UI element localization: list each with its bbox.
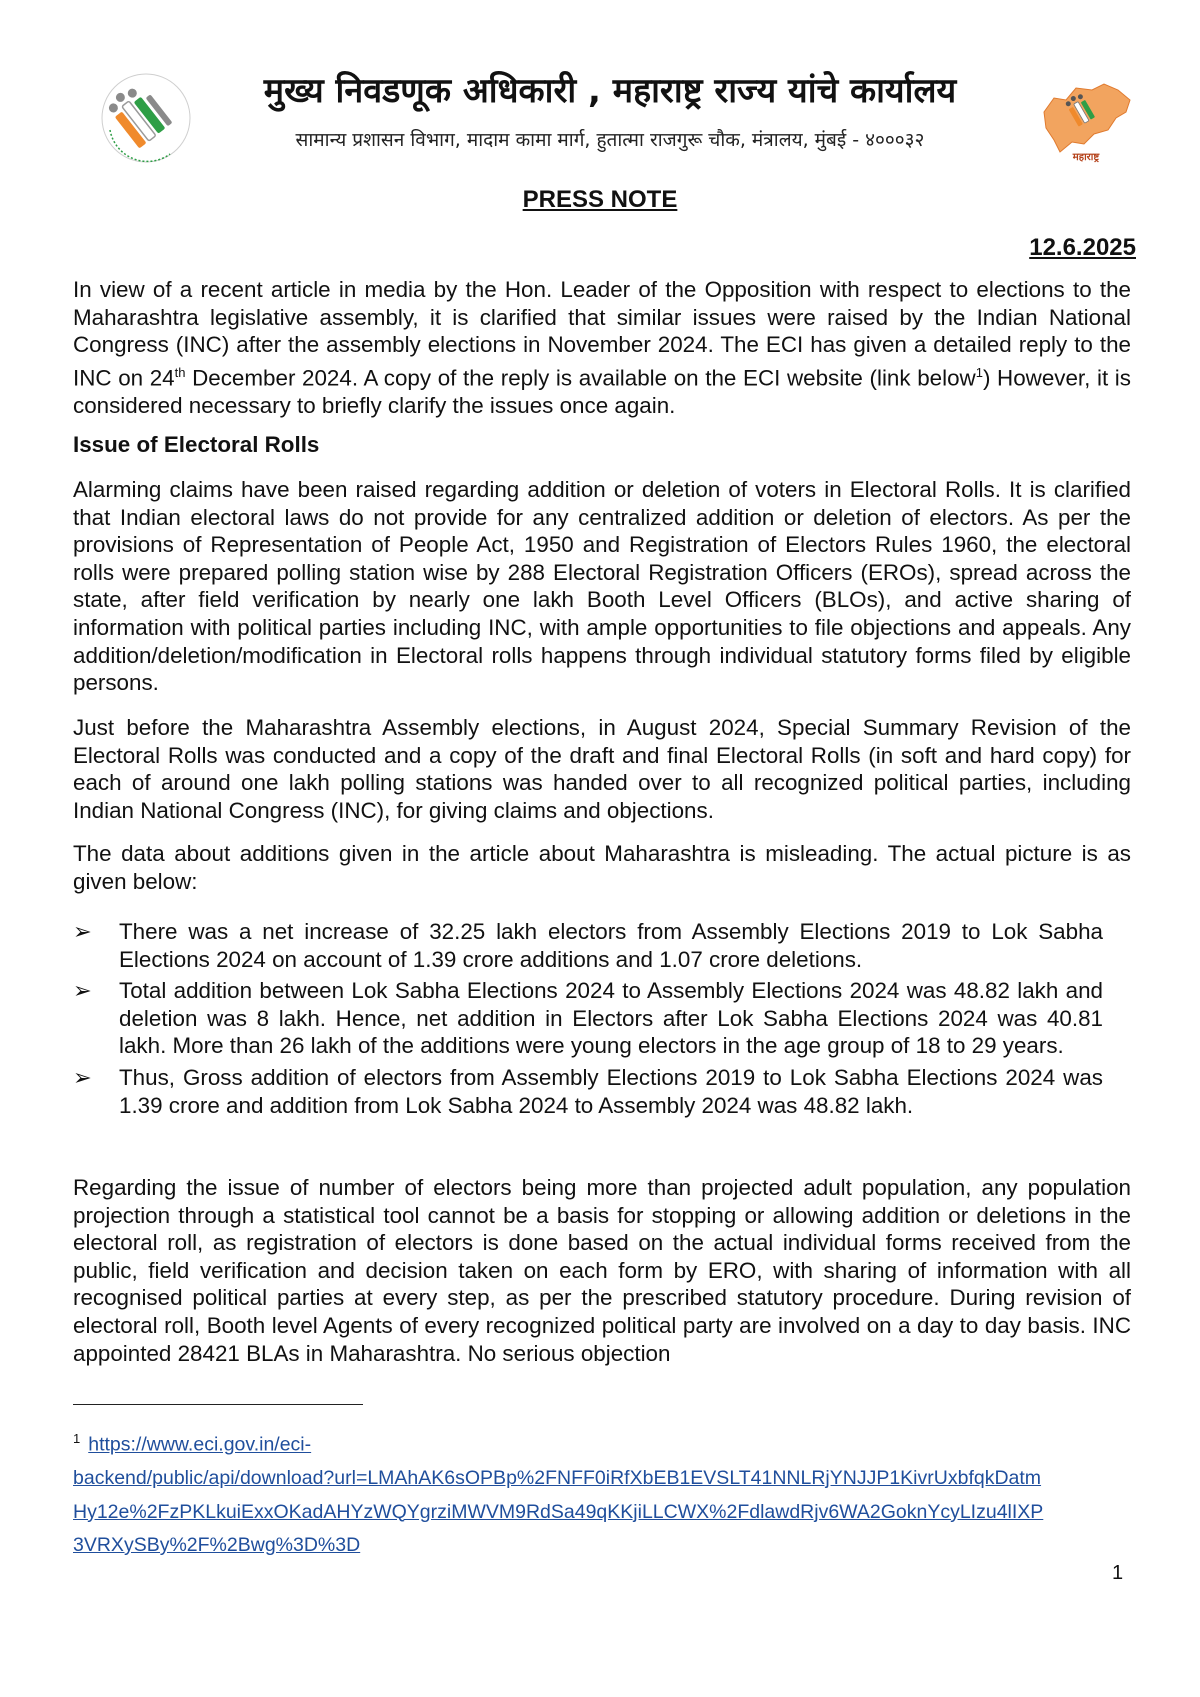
press-note-date: 12.6.2025 xyxy=(1029,234,1136,261)
arrow-bullet-icon: ➢ xyxy=(73,978,92,1004)
footnote-link-line-3[interactable]: Hy12e%2FzPKLkuiExxOKadAHYzWQYgrziMWVM9RdSa49qKKjiLLCWX%2FdlawdRjv6WA2GoknYcyLIzu4lIXP xyxy=(73,1500,1044,1523)
bullet-text: Thus, Gross addition of electors from Assembly Elections 2019 to Lok Sabha Elections 2024 was 1.39 crore and addition from Lok Sabha 2024 to Assembly 2024 was 48.82 lakh. xyxy=(119,1064,1103,1118)
footnote-mark: 1 xyxy=(73,1431,81,1446)
right-logo-label: महाराष्ट्र xyxy=(1072,152,1100,163)
page-title: PRESS NOTE xyxy=(522,186,678,213)
list-item xyxy=(73,977,1103,1060)
list-item xyxy=(73,1064,1103,1119)
paragraph-projected-population: Regarding the issue of number of electors being more than projected adult population, any population projection through a statistical tool cannot be a basis for stopping or allowing addition or deletions in the electoral roll, as registration of electors is done based on the actual individual forms received from the public, field verification and decision taken on each form by ERO, with sharing of information with all recognised political parties at every step, as per the prescribed statutory procedure. During revision of electoral roll, Booth level Agents of every recognized political party are involved on a day to day basis. INC appointed 28421 BLAs in Maharashtra. No serious objection xyxy=(73,1175,1131,1366)
office-address: सामान्य प्रशासन विभाग, मादाम कामा मार्ग, हुतात्मा राजगुरू चौक, मंत्रालय, मुंबई - ४०००३२ xyxy=(295,129,925,151)
paragraph-intro-text: In view of a recent article in media by the Hon. Leader of the Opposition with respect to elections to the Maharashtra legislative assembly, it is clarified that similar issues were raised by the Indian National Congress (INC) after the assembly elections in November 2024. The ECI has given a detailed reply to the INC on 24 xyxy=(73,277,1131,391)
additions-bullet-list xyxy=(73,918,1103,1123)
ordinal-suffix: th xyxy=(174,364,186,380)
footnote-reference[interactable]: 1 xyxy=(975,364,983,380)
heading-electoral-rolls: Issue of Electoral Rolls xyxy=(73,432,320,457)
paragraph-intro-text-2: December 2024. A copy of the reply is available on the ECI website (link below xyxy=(185,365,976,391)
maharashtra-map-logo-icon xyxy=(1036,78,1136,164)
office-title: मुख्य निवडणूक अधिकारी , महाराष्ट्र राज्य यांचे कार्यालय xyxy=(263,71,957,111)
paragraph-summary-revision: Just before the Maharashtra Assembly elections, in August 2024, Special Summary Revision of the Electoral Rolls was conducted and a copy of the draft and final Electoral Rolls (in soft and hard copy) for each of around one lakh polling stations was handed over to all recognized political parties, including Indian National Congress (INC), for giving claims and objections. xyxy=(73,715,1131,823)
arrow-bullet-icon: ➢ xyxy=(73,919,92,944)
footnote-link-line-4[interactable]: 3VRXySBy%2F%2Bwg%3D%3D xyxy=(73,1534,361,1556)
footnote-divider xyxy=(73,1404,363,1405)
paragraph-intro-text-3: ) However, it is considered necessary to briefly clarify the issues once again. xyxy=(73,365,1131,418)
footnote-link-line-2[interactable]: backend/public/api/download?url=LMAhAK6sOPBp%2FNFF0iRfXbEB1EVSLT41NNLRjYNJJP1KivrUxbfqkDatm xyxy=(73,1467,1042,1489)
election-commission-logo-icon xyxy=(100,72,192,164)
paragraph-electoral-laws: Alarming claims have been raised regarding addition or deletion of voters in Electoral Rolls. It is clarified that Indian electoral laws do not provide for any centralized addition or deletion of electors. As per the provisions of Representation of People Act, 1950 and Registration of Electors Rules 1960, the electoral rolls were prepared polling station wise by 288 Electoral Registration Officers (EROs), spread across the state, after field verification by nearly one lakh Booth Level Officers (BLOs), and active sharing of information with political parties including INC, with ample opportunities to file objections and appeals. Any addition/deletion/modification in Electoral rolls happens through individual statutory forms filed by eligible persons. xyxy=(73,477,1131,696)
bullet-text: Total addition between Lok Sabha Elections 2024 to Assembly Elections 2024 was 48.82 lakh and deletion was 8 lakh. Hence, net addition in Electors after Lok Sabha Elections 2024 was 40.81 lakh. More than 26 lakh of the additions were young electors in the age group of 18 to 29 years. xyxy=(119,978,1103,1059)
list-item xyxy=(73,918,1103,973)
footnote xyxy=(73,1422,1133,1563)
footnote-link-line-1[interactable]: https://www.eci.gov.in/eci- xyxy=(88,1433,312,1456)
paragraph-intro xyxy=(73,276,1131,419)
page-number: 1 xyxy=(1112,1562,1124,1584)
bullet-text: There was a net increase of 32.25 lakh electors from Assembly Elections 2019 to Lok Sabha Elections 2024 on account of 1.39 crore additions and 1.07 crore deletions. xyxy=(119,919,1103,972)
paragraph-additions-data: The data about additions given in the article about Maharashtra is misleading. The actual picture is as given below: xyxy=(73,841,1131,894)
arrow-bullet-icon: ➢ xyxy=(73,1064,92,1090)
